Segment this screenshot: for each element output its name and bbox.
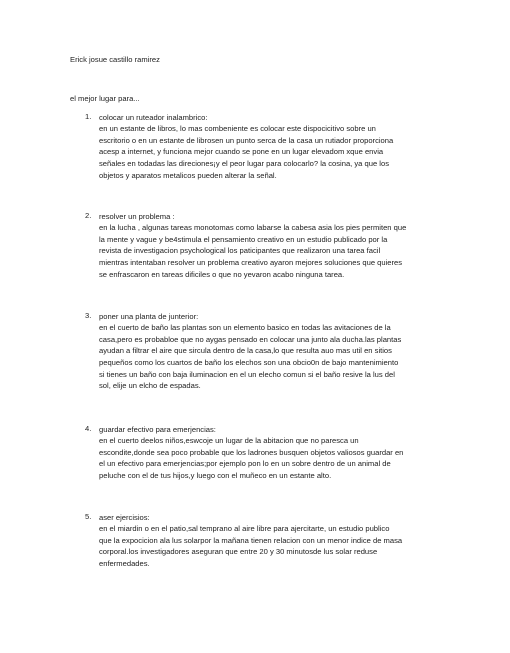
item-body	[99, 523, 402, 569]
list-item	[85, 112, 393, 181]
body-line: en el miardin o en el patio,sal temprano al aire libre para ajercitarte, un estudio publico	[99, 524, 390, 534]
body-line: revista de investigacion psychological los paticipantes que realizaron una tarea facil	[99, 246, 381, 256]
author-name: Erick josue castillo ramirez	[70, 55, 160, 64]
item-number: 5.	[85, 512, 92, 521]
body-line: mientras intentaban resolver un problema creativo ayaron mejores soluciones que quieres	[99, 258, 403, 268]
body-line: ayudan a filtrar el aire que sircula dentro de la casa,lo que resulta auo mas util en sitios	[99, 346, 392, 356]
list-item	[85, 512, 402, 570]
item-number: 4.	[85, 424, 92, 433]
item-title: poner una planta de junterior:	[99, 312, 199, 321]
body-line: escondite,donde sea poco probable que los ladrones busquen objetos valiosos guardar en	[99, 447, 404, 457]
item-body	[99, 222, 406, 280]
item-title: guardar efectivo para emerjencias:	[99, 425, 216, 434]
item-number: 2.	[85, 211, 92, 220]
list-item	[85, 211, 406, 280]
body-line: si tienes un baño con baja iluminacion en el un elecho comun si el baño resive la lus del	[99, 369, 395, 379]
body-line: escritorio o en un estante de librosen un punto serca de la casa un rutiador proporciona	[99, 135, 394, 145]
item-body	[99, 322, 401, 392]
body-line: pequeños como los cuartos de baño los elechos son una obcio0n de bajo mantenimiento	[99, 358, 399, 368]
body-line: corporal.los investigadores aseguran que entre 20 y 30 minutosde lus solar reduse	[99, 547, 378, 557]
body-line: en el cuerto de baño las plantas son un elemento basico en todas las avitaciones de la	[99, 323, 391, 333]
body-line: sol, elije un elcho de espadas.	[99, 381, 201, 391]
list-item	[85, 311, 401, 392]
list-item	[85, 424, 403, 482]
body-line: en el cuerto deelos niños,eswcoje un lugar de la abitacion que no paresca un	[99, 436, 359, 446]
item-number: 1.	[85, 112, 92, 121]
body-line: señales en todadas las direciones¡y el peor lugar para colocarlo? la cosina, ya que los	[99, 159, 390, 169]
body-line: en un estante de libros, lo mas combeniente es colocar este dispocicitivo sobre un	[99, 124, 376, 134]
body-line: el un efectivo para emerjencias;por ejemplo pon lo en un sobre dentro de un animal de	[99, 459, 391, 469]
body-line: se enfrascaron en tareas dificiles o que no yevaron acabo ninguna tarea.	[99, 269, 345, 279]
body-line: en la lucha , algunas tareas monotomas como labarse la cabesa asia los pies permiten que	[99, 223, 407, 233]
body-line: peluche con el de tus hijos,y luego con el muñeco en un estante alto.	[99, 471, 332, 481]
body-line: casa,pero es probabloe que no aygas pensado en colocar una junto ala ducha.las plantas	[99, 334, 402, 344]
body-line: acesp a internet, y funciona mejor cuando se pone en un lugar elevadom xque envia	[99, 147, 384, 157]
body-line: que la expocicion ala lus solarpor la mañana tienen relacion con un menor indice de masa	[99, 535, 403, 545]
body-line: la mente y vague y be4stimula el pensamiento creativo en un estudio publicado por la	[99, 234, 388, 244]
item-body	[99, 435, 403, 481]
item-title: resolver un problema :	[99, 212, 175, 221]
intro-line: el mejor lugar para...	[70, 94, 140, 103]
item-body	[99, 123, 393, 181]
item-number: 3.	[85, 311, 92, 320]
item-title: colocar un ruteador inalambrico:	[99, 113, 208, 122]
body-line: objetos y aparatos metalicos pueden alterar la señal.	[99, 170, 277, 180]
body-line: enfermedades.	[99, 559, 150, 569]
item-title: aser ejercisios:	[99, 513, 150, 522]
